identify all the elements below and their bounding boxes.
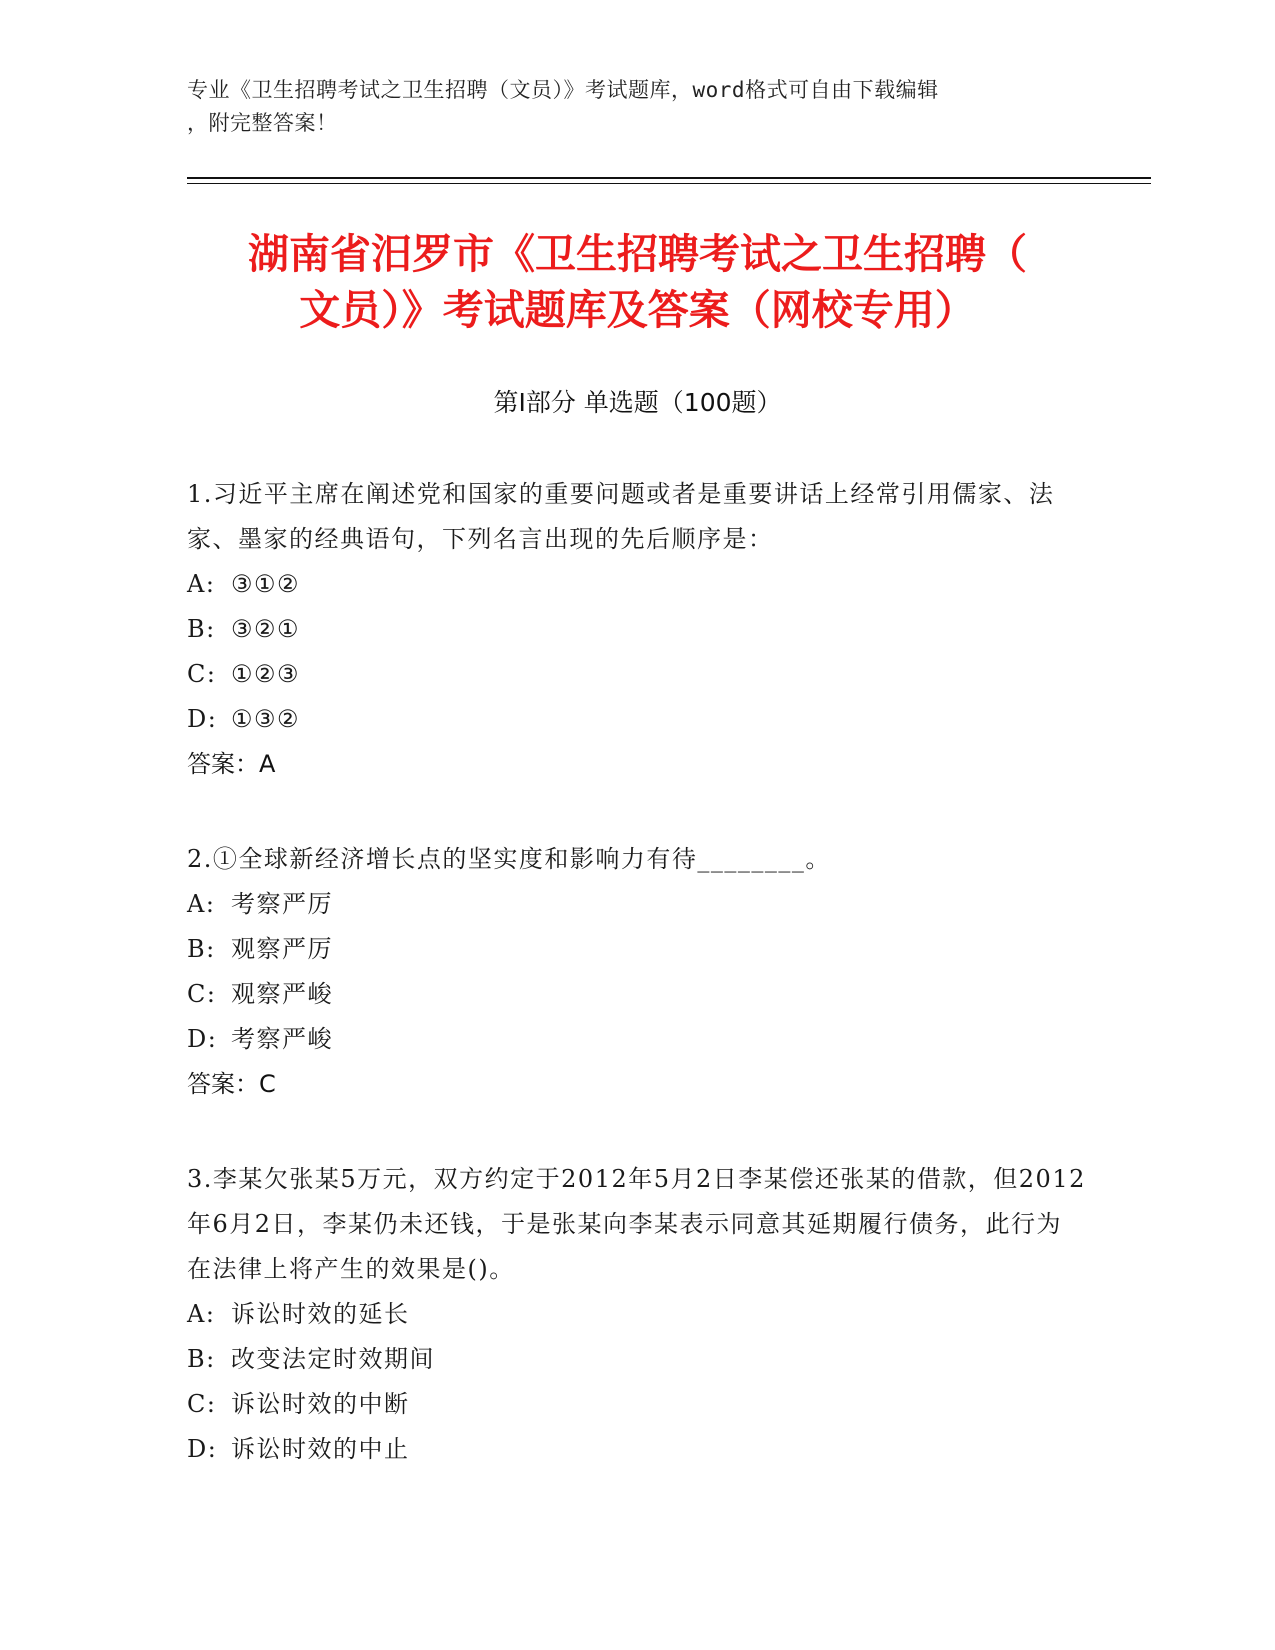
option-letter: B: — [187, 615, 216, 643]
option-letter: B: — [187, 1345, 216, 1373]
option-text: 诉讼时效的中止 — [231, 1435, 410, 1463]
option-a — [187, 1292, 1087, 1337]
option-text: 诉讼时效的延长 — [231, 1300, 410, 1328]
header-note — [187, 74, 1067, 140]
option-b — [187, 927, 1087, 972]
option-letter: A: — [187, 570, 216, 598]
document-title — [150, 226, 1125, 338]
option-b — [187, 1337, 1087, 1382]
question-1 — [187, 472, 1087, 787]
question-2 — [187, 837, 1087, 1107]
section-heading: 第Ⅰ部分 单选题（100题） — [493, 388, 782, 417]
option-a — [187, 562, 1087, 607]
option-d — [187, 1427, 1087, 1472]
option-text: 观察严峻 — [231, 980, 333, 1008]
option-letter: A: — [187, 1300, 216, 1328]
option-text: 考察严峻 — [231, 1025, 333, 1053]
document-title-line-1: 湖南省汨罗市《卫生招聘考试之卫生招聘（ — [248, 230, 1027, 278]
header-note-line-2: ，附完整答案！ — [187, 111, 338, 135]
question-stem: 1.习近平主席在阐述党和国家的重要问题或者是重要讲话上经常引用儒家、法家、墨家的经典语句，下列名言出现的先后顺序是： — [187, 480, 1055, 553]
option-c — [187, 652, 1087, 697]
question-stem: 3.李某欠张某5万元，双方约定于2012年5月2日李某偿还张某的借款，但2012年6月2日，李某仍未还钱，于是张某向李某表示同意其延期履行债务，此行为在法律上将产生的效果是()。 — [187, 1165, 1086, 1283]
option-text: ①②③ — [231, 660, 301, 688]
document-title-line-2: 文员）》考试题库及答案（网校专用） — [299, 286, 976, 334]
option-text: 观察严厉 — [231, 935, 333, 963]
option-text: ③②① — [231, 615, 301, 643]
option-text: 考察严厉 — [231, 890, 333, 918]
option-c — [187, 972, 1087, 1017]
header-rule-thin — [187, 183, 1151, 184]
question-list — [187, 472, 1087, 1522]
option-letter: B: — [187, 935, 216, 963]
option-b — [187, 607, 1087, 652]
option-text: 改变法定时效期间 — [231, 1345, 435, 1373]
option-text: ①③② — [231, 705, 301, 733]
question-3 — [187, 1157, 1087, 1472]
option-a — [187, 882, 1087, 927]
option-c — [187, 1382, 1087, 1427]
question-stem: 2.①全球新经济增长点的坚实度和影响力有待________。 — [187, 845, 831, 873]
option-letter: C: — [187, 980, 217, 1008]
option-d — [187, 697, 1087, 742]
option-letter: A: — [187, 890, 216, 918]
option-text: ③①② — [231, 570, 301, 598]
option-letter: C: — [187, 1390, 217, 1418]
header-rule-thick — [187, 177, 1151, 179]
option-letter: C: — [187, 660, 217, 688]
answer-line: 答案：A — [187, 750, 276, 778]
answer-line: 答案：C — [187, 1070, 276, 1098]
option-letter: D: — [187, 1025, 218, 1053]
option-text: 诉讼时效的中断 — [231, 1390, 410, 1418]
option-letter: D: — [187, 1435, 218, 1463]
header-note-line-1: 专业《卫生招聘考试之卫生招聘（文员）》考试题库，word格式可自由下载编辑 — [187, 78, 939, 102]
option-letter: D: — [187, 705, 218, 733]
option-d — [187, 1017, 1087, 1062]
